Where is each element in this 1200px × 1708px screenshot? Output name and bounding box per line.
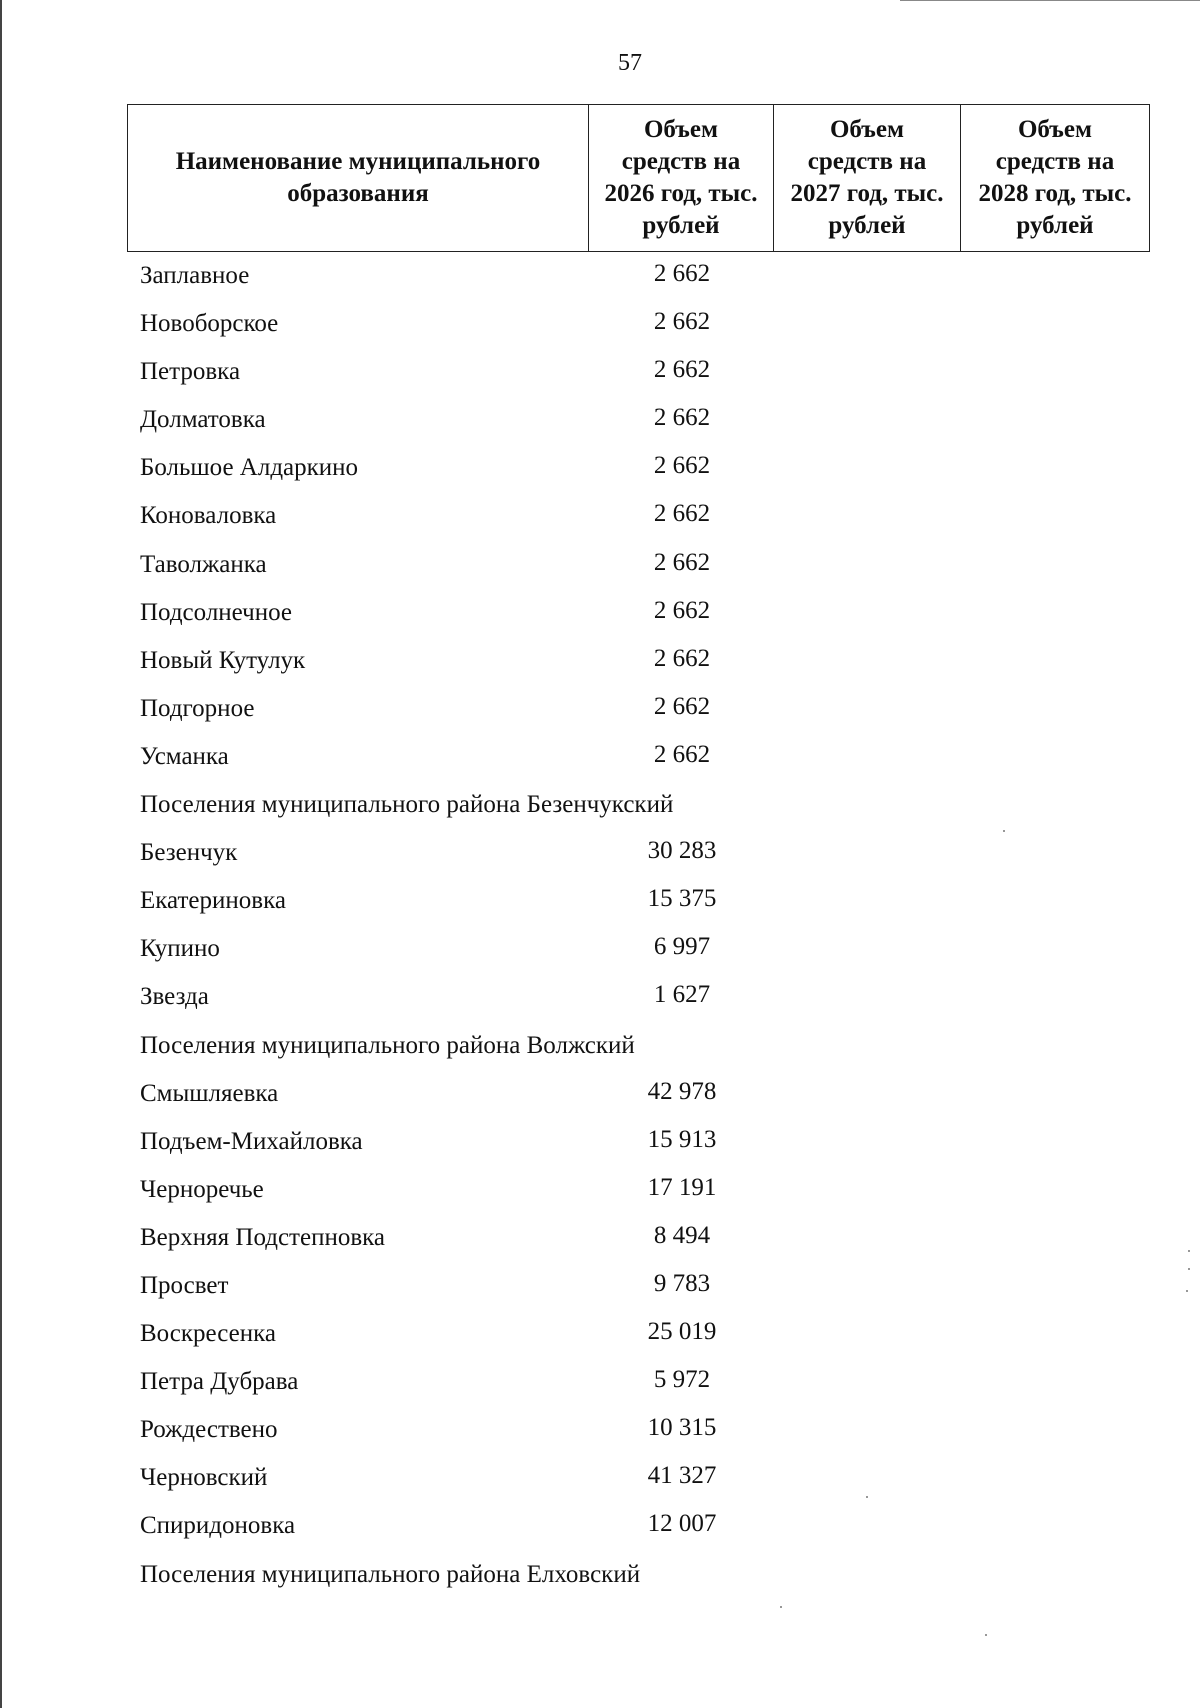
municipality-name: Таволжанка bbox=[140, 550, 267, 578]
municipality-name: Петра Дубрава bbox=[140, 1368, 299, 1396]
table-row bbox=[0, 1074, 1200, 1122]
municipality-name: Поселения муниципального района Волжский bbox=[140, 1031, 635, 1059]
table-row bbox=[0, 496, 1200, 544]
header-2027-label: Объем средств на 2027 год, тыс. рублей bbox=[790, 116, 944, 239]
municipality-name: Заплавное bbox=[140, 262, 250, 289]
amount-2026: 2 662 bbox=[653, 356, 711, 384]
municipality-name: Новый Кутулук bbox=[140, 646, 306, 674]
header-2027 bbox=[774, 105, 961, 252]
amount-2026: 25 019 bbox=[647, 1318, 717, 1346]
amount-2026: 41 327 bbox=[647, 1462, 717, 1490]
table-row bbox=[0, 1026, 1200, 1074]
municipality-name: Черновский bbox=[140, 1464, 268, 1492]
table-row bbox=[0, 977, 1200, 1025]
amount-2026: 8 494 bbox=[653, 1221, 711, 1249]
scan-speck bbox=[780, 1606, 782, 1608]
header-row bbox=[128, 105, 1150, 252]
amount-2026: 2 662 bbox=[653, 404, 711, 432]
municipality-name: Большое Алдаркино bbox=[140, 454, 359, 482]
table-row bbox=[0, 400, 1200, 448]
header-municipality-label: Наименование муниципального образования bbox=[175, 148, 541, 207]
table-body bbox=[0, 256, 1200, 1603]
amount-2026: 2 662 bbox=[653, 644, 711, 672]
amount-2026: 6 997 bbox=[653, 933, 711, 961]
header-municipality bbox=[128, 105, 589, 252]
amount-2026: 2 662 bbox=[653, 260, 711, 287]
municipality-name: Черноречье bbox=[140, 1175, 264, 1203]
municipality-name: Петровка bbox=[140, 358, 241, 386]
municipality-name: Поселения муниципального района Елховский bbox=[140, 1560, 641, 1588]
amount-2026: 17 191 bbox=[647, 1173, 717, 1201]
table-row bbox=[0, 448, 1200, 496]
amount-2026: 2 662 bbox=[653, 452, 711, 480]
table-row bbox=[0, 545, 1200, 593]
amount-2026: 30 283 bbox=[647, 837, 717, 865]
amount-2026: 2 662 bbox=[653, 548, 711, 576]
municipality-name: Безенчук bbox=[140, 839, 238, 867]
table-row bbox=[0, 737, 1200, 785]
header-2028 bbox=[961, 105, 1150, 252]
table-row bbox=[0, 1170, 1200, 1218]
table-row bbox=[0, 785, 1200, 833]
table-row bbox=[0, 929, 1200, 977]
scan-speck bbox=[866, 1496, 868, 1498]
municipality-name: Усманка bbox=[140, 742, 229, 770]
municipality-name: Поселения муниципального района Безенчукский bbox=[140, 791, 674, 819]
amount-2026: 2 662 bbox=[653, 596, 711, 624]
table-row bbox=[0, 881, 1200, 929]
header-2026 bbox=[589, 105, 774, 252]
scan-speck bbox=[1186, 1290, 1188, 1292]
municipality-name: Просвет bbox=[140, 1271, 229, 1299]
amount-2026: 2 662 bbox=[653, 308, 711, 336]
table-row bbox=[0, 1555, 1200, 1603]
amount-2026: 42 978 bbox=[647, 1077, 717, 1105]
amount-2026: 2 662 bbox=[653, 692, 711, 720]
table-row bbox=[0, 1314, 1200, 1362]
municipality-name: Смышляевка bbox=[140, 1079, 279, 1107]
table-row bbox=[0, 1122, 1200, 1170]
table-row bbox=[0, 593, 1200, 641]
table-row bbox=[0, 833, 1200, 881]
table-row bbox=[0, 641, 1200, 689]
table-header bbox=[127, 104, 1150, 252]
municipality-name: Коноваловка bbox=[140, 502, 277, 530]
amount-2026: 2 662 bbox=[653, 500, 711, 528]
municipality-name: Екатериновка bbox=[140, 887, 286, 915]
amount-2026: 9 783 bbox=[653, 1269, 711, 1297]
table-row bbox=[0, 1506, 1200, 1554]
scan-speck bbox=[1188, 1250, 1190, 1252]
table-row bbox=[0, 256, 1200, 304]
municipality-name: Верхняя Подстепновка bbox=[140, 1223, 385, 1251]
table-row bbox=[0, 1266, 1200, 1314]
municipality-name: Рождествено bbox=[140, 1416, 278, 1444]
amount-2026: 2 662 bbox=[653, 740, 711, 768]
table-row bbox=[0, 1458, 1200, 1506]
amount-2026: 1 627 bbox=[653, 981, 711, 1009]
header-2028-label: Объем средств на 2028 год, тыс. рублей bbox=[978, 116, 1132, 239]
table-row bbox=[0, 1218, 1200, 1266]
municipality-name: Новоборское bbox=[140, 310, 279, 338]
amount-2026: 12 007 bbox=[647, 1510, 717, 1538]
amount-2026: 5 972 bbox=[653, 1366, 711, 1394]
scan-speck bbox=[1188, 1268, 1190, 1270]
municipality-name: Подгорное bbox=[140, 694, 255, 722]
table-row bbox=[0, 1410, 1200, 1458]
amount-2026: 15 375 bbox=[647, 885, 717, 913]
scan-speck bbox=[985, 1634, 987, 1636]
scan-speck bbox=[1003, 830, 1005, 832]
municipality-name: Купино bbox=[140, 935, 220, 963]
amount-2026: 15 913 bbox=[647, 1125, 717, 1153]
table-row bbox=[0, 1362, 1200, 1410]
page-number: 57 bbox=[618, 50, 642, 76]
municipality-name: Долматовка bbox=[140, 406, 266, 434]
municipality-name: Подсолнечное bbox=[140, 598, 293, 626]
table-row bbox=[0, 352, 1200, 400]
municipality-name: Воскресенка bbox=[140, 1320, 276, 1348]
table-row bbox=[0, 689, 1200, 737]
table-row bbox=[0, 304, 1200, 352]
municipality-name: Спиридоновка bbox=[140, 1512, 296, 1540]
header-2026-label: Объем средств на 2026 год, тыс. рублей bbox=[604, 116, 758, 239]
scan-top-line bbox=[900, 0, 1200, 1]
amount-2026: 10 315 bbox=[647, 1414, 717, 1442]
municipality-name: Подъем-Михайловка bbox=[140, 1127, 363, 1155]
municipality-name: Звезда bbox=[140, 983, 209, 1011]
